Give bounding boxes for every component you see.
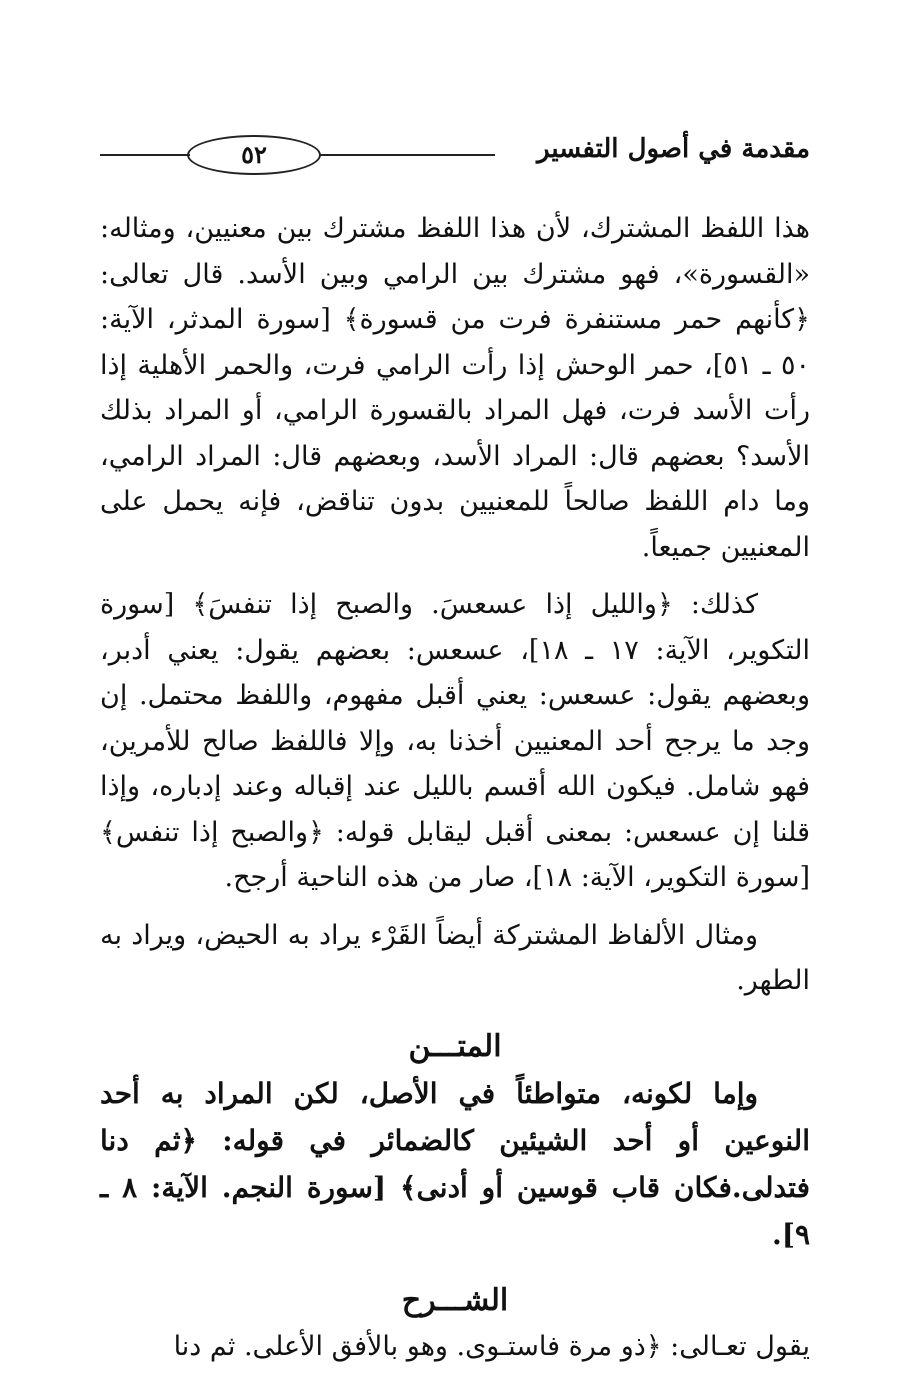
sharh-text: يقول تعـالى: ﴿ذو مرة فاستـوى. وهو بالأفق الأعلى. ثم دنا [173,1330,810,1362]
header-rule-right [320,154,495,156]
page-body [100,206,810,1381]
page-number: ٥٢ [187,135,321,175]
paragraph-qar: ومثال الألفاظ المشتركة أيضاً القَرْء يراد به الحيض، ويراد به الطهر. [100,919,810,996]
matn-heading: المتـــن [408,1028,502,1064]
book-title: مقدمة في أصول التفسير [537,134,810,164]
sharh-heading: الشـــرح [401,1282,509,1318]
paragraph-asas: كذلك: ﴿والليل إذا عسعسَ. والصبح إذا تنفسَ﴾ [سورة التكوير، الآية: ١٧ ـ ١٨]، عسعس: بعضهم يقول: يعني أدبر، وبعضهم يقول: عسعس: يعني أقبل مفهوم، واللفظ محتمل. إن وجد ما يرجح أحد المعنيين أخذنا به، وإلا فاللفظ صالح للأمرين، فهو شامل. فيكون الله أقسم بالليل عند إقباله وعند إدباره، وإذا قلنا إن عسعس: بمعنى أقبل ليقابل قوله: ﴿والصبح إذا تنفس﴾ [سورة التكوير، الآية: ١٨]، صار من هذه الناحية أرجح. [100,589,810,893]
header-rule-left [100,154,190,156]
page-header [95,128,810,178]
matn-text: وإما لكونه، متواطئاً في الأصل، لكن المراد به أحد النوعين أو أحد الشيئين كالضمائر في قوله: ﴿ثم دنا فتدلى.فكان قاب قوسين أو أدنى﴾ [سورة النجم. الآية: ٨ ـ ٩]. [100,1076,811,1251]
paragraph-qaswara: هذا اللفظ المشترك، لأن هذا اللفظ مشترك بين معنيين، ومثاله: «القسورة»، فهو مشترك بين الرامي وبين الأسد. قال تعالى: ﴿كأنهم حمر مستنفرة فرت من قسورة﴾ [سورة المدثر، الآية: ٥٠ ـ ٥١]، حمر الوحش إذا رأت الرامي فرت، والحمر الأهلية إذا رأت الأسد فرت، فهل المراد بالقسورة الرامي، أو المراد بذلك الأسد؟ بعضهم قال: المراد الأسد، وبعضهم قال: المراد الرامي، وما دام اللفظ صالحاً للمعنيين بدون تناقض، فإنه يحمل على المعنيين جميعاً. [100,213,811,563]
